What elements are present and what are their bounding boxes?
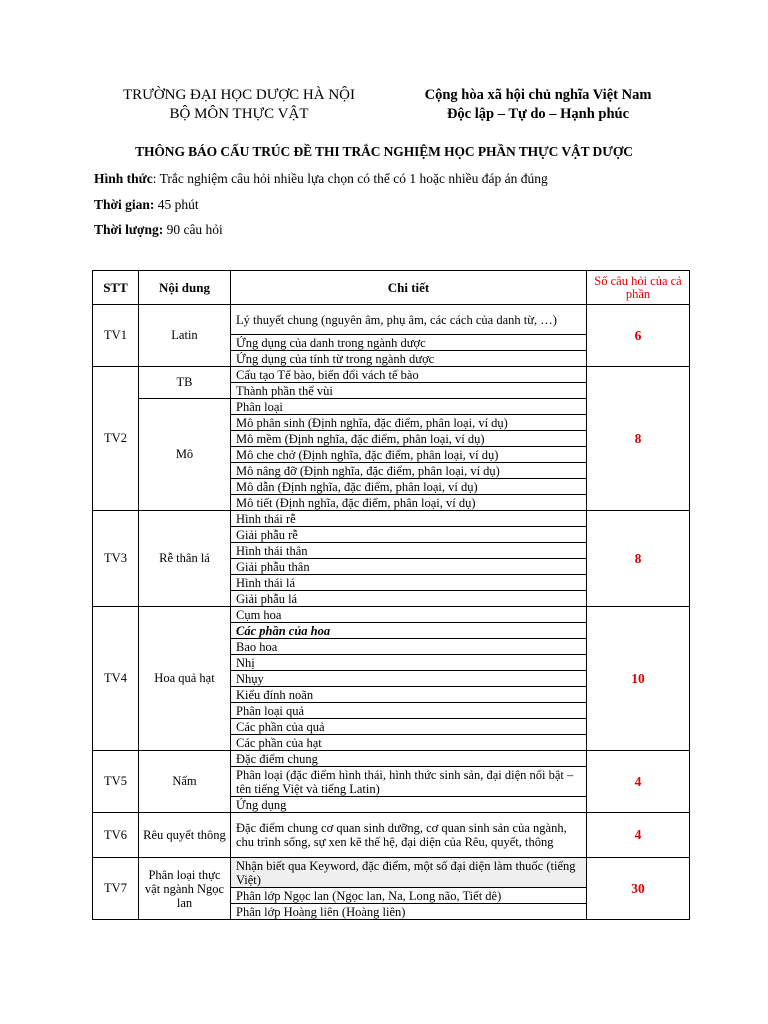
exam-format-label: Hình thức <box>94 171 153 186</box>
exam-time-line <box>94 197 199 213</box>
content-cell: Mô <box>139 399 231 511</box>
detail-cell: Thành phần thể vùi <box>231 383 587 399</box>
stt-cell: TV6 <box>93 813 139 858</box>
detail-cell: Nhận biết qua Keyword, đặc điểm, một số đại diện làm thuốc (tiếng Việt) <box>231 858 587 888</box>
count-cell: 6 <box>587 305 690 367</box>
header-count: Số câu hỏi của cả phần <box>587 271 690 305</box>
stt-cell: TV7 <box>93 858 139 920</box>
detail-cell: Mô dẫn (Định nghĩa, đặc điểm, phân loại, ví dụ) <box>231 479 587 495</box>
content-cell: Latin <box>139 305 231 367</box>
count-cell: 8 <box>587 511 690 607</box>
table-row <box>93 751 690 767</box>
count-cell: 8 <box>587 367 690 511</box>
department-name: BỘ MÔN THỰC VẬT <box>169 106 309 122</box>
detail-cell: Mô che chở (Định nghĩa, đặc điểm, phân loại, ví dụ) <box>231 447 587 463</box>
detail-cell: Hình thái thân <box>231 543 587 559</box>
header-detail: Chi tiết <box>231 271 587 305</box>
detail-cell: Mô phân sinh (Định nghĩa, đặc điểm, phân loại, ví dụ) <box>231 415 587 431</box>
detail-cell: Ứng dụng của danh trong ngành dược <box>231 335 587 351</box>
detail-cell: Giải phẫu lá <box>231 591 587 607</box>
detail-cell: Lý thuyết chung (nguyên âm, phụ âm, các cách của danh từ, …) <box>231 305 587 335</box>
detail-cell: Cấu tạo Tế bào, biến đổi vách tế bào <box>231 367 587 383</box>
content-cell: Nấm <box>139 751 231 813</box>
detail-cell: Phân loại quả <box>231 703 587 719</box>
table-row <box>93 858 690 888</box>
detail-cell: Giải phẫu thân <box>231 559 587 575</box>
detail-cell: Mô nâng đỡ (Định nghĩa, đặc điểm, phân loại, ví dụ) <box>231 463 587 479</box>
detail-cell: Nhụy <box>231 671 587 687</box>
exam-structure-table <box>92 270 690 920</box>
detail-cell: Các phần của quả <box>231 719 587 735</box>
detail-cell: Mô tiết (Định nghĩa, đặc điểm, phân loại, ví dụ) <box>231 495 587 511</box>
stt-cell: TV5 <box>93 751 139 813</box>
table-header-row <box>93 271 690 305</box>
stt-cell: TV1 <box>93 305 139 367</box>
detail-cell: Đặc điểm chung <box>231 751 587 767</box>
table-row <box>93 813 690 858</box>
exam-quantity-value: 90 câu hỏi <box>163 222 223 237</box>
country-name: Cộng hòa xã hội chủ nghĩa Việt Nam <box>424 87 652 103</box>
detail-cell: Ứng dụng <box>231 797 587 813</box>
detail-cell: Mô mềm (Định nghĩa, đặc điểm, phân loại, ví dụ) <box>231 431 587 447</box>
detail-cell: Phân loại (đặc điểm hình thái, hình thức sinh sản, đại diện nổi bật – tên tiếng Việt và tiếng Latin) <box>231 767 587 797</box>
exam-format-line <box>94 171 548 187</box>
table-row <box>93 511 690 527</box>
stt-cell: TV4 <box>93 607 139 751</box>
detail-cell: Nhị <box>231 655 587 671</box>
document-title: THÔNG BÁO CẤU TRÚC ĐỀ THI TRẮC NGHIỆM HỌC PHẦN THỰC VẬT DƯỢC <box>135 144 633 159</box>
table-row <box>93 305 690 335</box>
header-content: Nội dung <box>139 271 231 305</box>
content-cell: TB <box>139 367 231 399</box>
detail-cell: Cụm hoa <box>231 607 587 623</box>
university-name: TRƯỜNG ĐẠI HỌC DƯỢC HÀ NỘI <box>122 87 356 103</box>
exam-time-value: 45 phút <box>154 197 199 212</box>
exam-time-label: Thời gian: <box>94 197 155 212</box>
count-cell: 4 <box>587 751 690 813</box>
detail-cell: Đặc điểm chung cơ quan sinh dưỡng, cơ quan sinh sản của ngành, chu trình sống, sự xen kẽ thế hệ, đại diện của Rêu, quyết, thông <box>231 813 587 858</box>
detail-cell: Phân lớp Hoàng liên (Hoàng liên) <box>231 904 587 920</box>
content-cell: Rêu quyết thông <box>139 813 231 858</box>
table-row <box>93 367 690 383</box>
stt-cell: TV2 <box>93 367 139 511</box>
table-row <box>93 607 690 623</box>
detail-cell: Phân loại <box>231 399 587 415</box>
stt-cell: TV3 <box>93 511 139 607</box>
content-cell: Phân loại thực vật ngành Ngọc lan <box>139 858 231 920</box>
detail-cell: Giải phẫu rễ <box>231 527 587 543</box>
detail-cell: Ứng dụng của tính từ trong ngành dược <box>231 351 587 367</box>
national-motto: Độc lập – Tự do – Hạnh phúc <box>446 106 630 122</box>
exam-format-value: : Trắc nghiệm câu hỏi nhiều lựa chọn có thể có 1 hoặc nhiều đáp án đúng <box>152 171 548 186</box>
header-stt: STT <box>93 271 139 305</box>
detail-cell: Các phần của hoa <box>231 623 587 639</box>
exam-quantity-line <box>94 222 223 238</box>
detail-cell: Kiểu đính noãn <box>231 687 587 703</box>
detail-cell: Bao hoa <box>231 639 587 655</box>
exam-quantity-label: Thời lượng: <box>94 222 164 237</box>
count-cell: 30 <box>587 858 690 920</box>
institution-header <box>104 86 374 124</box>
detail-cell: Phân lớp Ngọc lan (Ngọc lan, Na, Long não, Tiết dê) <box>231 888 587 904</box>
detail-cell: Các phần của hạt <box>231 735 587 751</box>
content-cell: Hoa quả hạt <box>139 607 231 751</box>
national-header <box>398 86 678 124</box>
count-cell: 4 <box>587 813 690 858</box>
count-cell: 10 <box>587 607 690 751</box>
detail-cell: Hình thái lá <box>231 575 587 591</box>
detail-cell: Hình thái rễ <box>231 511 587 527</box>
content-cell: Rễ thân lá <box>139 511 231 607</box>
